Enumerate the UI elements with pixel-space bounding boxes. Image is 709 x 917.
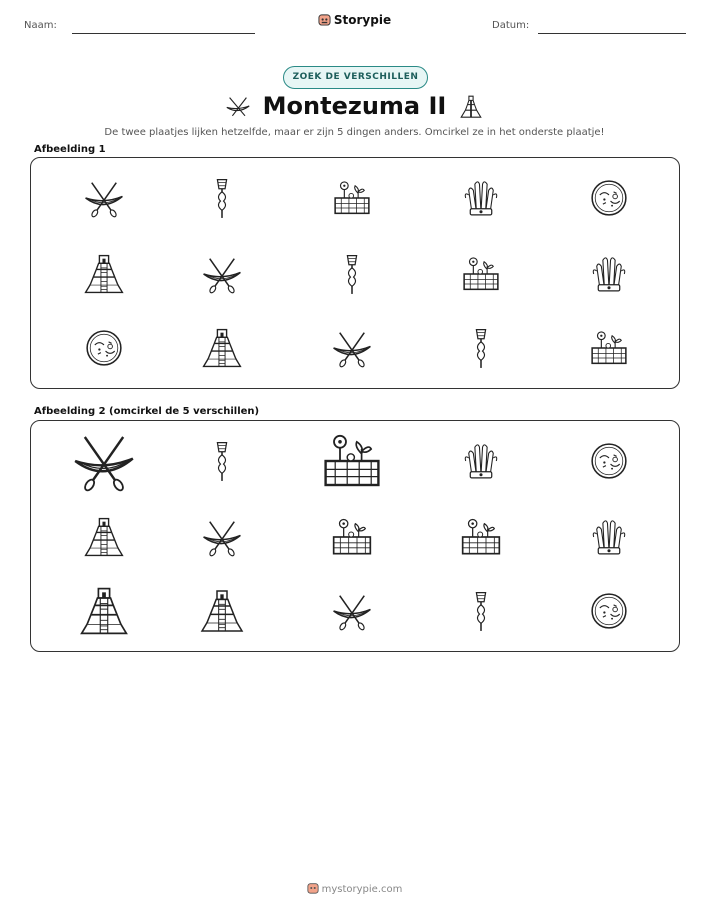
picture-1-panel — [30, 157, 680, 389]
headdress-icon[interactable] — [458, 438, 504, 484]
pyramid-icon[interactable] — [76, 583, 132, 639]
scepter-icon — [458, 325, 504, 371]
worksheet-badge: ZOEK DE VERSCHILLEN — [283, 66, 428, 89]
canoe-icon[interactable] — [329, 588, 375, 634]
canoe-icon — [224, 92, 252, 120]
picture-2-panel[interactable] — [30, 420, 680, 652]
planter-icon — [329, 175, 375, 221]
brand — [0, 13, 709, 27]
title-row — [0, 92, 709, 122]
section-2-label: Afbeelding 2 (omcirkel de 5 verschillen) — [34, 406, 260, 417]
date-label: Datum: — [492, 20, 530, 31]
planter-icon[interactable] — [327, 512, 377, 562]
scepter-icon — [199, 175, 245, 221]
footer-url[interactable]: mystorypie.com — [321, 884, 403, 895]
scepter-icon[interactable] — [458, 588, 504, 634]
pyramid-icon — [81, 251, 127, 297]
calendar-stone-icon[interactable] — [586, 588, 632, 634]
name-label: Naam: — [24, 20, 57, 31]
page-title: Montezuma II — [262, 92, 447, 120]
canoe-icon — [199, 251, 245, 297]
pyramid-icon — [199, 325, 245, 371]
canoe-icon — [329, 325, 375, 371]
scepter-icon[interactable] — [199, 438, 245, 484]
headdress-icon[interactable] — [586, 514, 632, 560]
canoe-icon[interactable] — [68, 425, 140, 497]
storypie-logo-icon — [307, 882, 319, 894]
headdress-icon — [586, 251, 632, 297]
planter-icon — [586, 325, 632, 371]
scepter-icon — [329, 251, 375, 297]
calendar-stone-icon — [81, 325, 127, 371]
planter-icon — [458, 251, 504, 297]
pyramid-icon[interactable] — [81, 514, 127, 560]
calendar-stone-icon[interactable] — [586, 438, 632, 484]
date-line[interactable] — [538, 33, 686, 34]
planter-icon[interactable] — [456, 512, 506, 562]
name-line[interactable] — [72, 33, 255, 34]
pyramid-icon[interactable] — [197, 586, 247, 636]
pyramid-icon — [457, 92, 485, 120]
storypie-logo-icon — [318, 13, 331, 26]
canoe-icon — [81, 175, 127, 221]
canoe-icon[interactable] — [199, 514, 245, 560]
calendar-stone-icon — [586, 175, 632, 221]
section-1-label: Afbeelding 1 — [34, 144, 106, 155]
headdress-icon — [458, 175, 504, 221]
brand-name: Storypie — [333, 13, 392, 27]
instructions: De twee plaatjes lijken hetzelfde, maar er zijn 5 dingen anders. Omcirkel ze in het onderste plaatje! — [104, 127, 605, 138]
footer — [0, 882, 709, 895]
planter-icon[interactable] — [316, 425, 388, 497]
